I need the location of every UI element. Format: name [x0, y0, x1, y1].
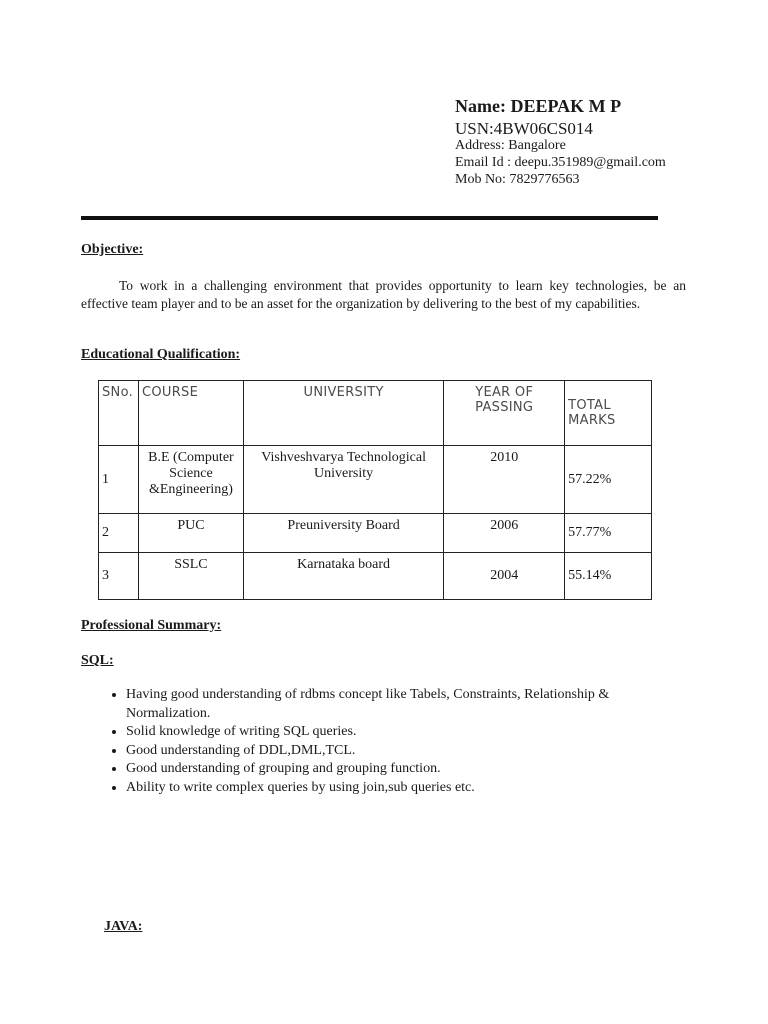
list-item: • Ability to write complex queries by using join,sub queries etc. [126, 779, 686, 798]
java-heading: JAVA: [104, 919, 143, 934]
usn-number: USN:4BW06CS014 [455, 119, 593, 138]
table-row [99, 446, 652, 514]
cell-university: Karnataka board [243, 553, 443, 600]
professional-summary-heading: Professional Summary: [81, 618, 222, 633]
cell-marks: 57.22% [565, 446, 652, 514]
column-header-course: COURSE [138, 381, 243, 446]
list-item: • Good understanding of DDL,DML,TCL. [126, 742, 686, 761]
table-header-row [99, 381, 652, 446]
list-item: • Having good understanding of rdbms concept like Tabels, Constraints, Relationship & Normalization. [126, 686, 686, 723]
column-header-year: YEAR OF PASSING [444, 381, 565, 446]
cell-course: SSLC [138, 553, 243, 600]
cell-year: 2010 [444, 446, 565, 514]
address-line: Address: Bangalore [455, 138, 566, 153]
education-heading: Educational Qualification: [81, 347, 241, 362]
cell-course: B.E (Computer Science &Engineering) [138, 446, 243, 514]
table-row [99, 514, 652, 553]
column-header-university: UNIVERSITY [243, 381, 443, 446]
sql-skill-list [108, 686, 686, 797]
objective-text: To work in a challenging environment that provides opportunity to learn key technologies, be an effective team player and to be an asset for the organization by delivering to the best of my capabilities. [81, 278, 686, 311]
objective-heading: Objective: [81, 242, 144, 257]
candidate-name: Name: DEEPAK M P [455, 96, 622, 116]
education-table [98, 380, 652, 600]
cell-year: 2004 [444, 553, 565, 600]
cell-marks: 57.77% [565, 514, 652, 553]
cell-year: 2006 [444, 514, 565, 553]
cell-marks: 55.14% [565, 553, 652, 600]
mobile-line: Mob No: 7829776563 [455, 172, 580, 187]
list-item: • Solid knowledge of writing SQL queries. [126, 723, 686, 742]
header-divider [81, 216, 658, 220]
column-header-marks: TOTAL MARKS [565, 381, 652, 446]
cell-course: PUC [138, 514, 243, 553]
cell-university: Preuniversity Board [243, 514, 443, 553]
email-line: Email Id : deepu.351989@gmail.com [455, 155, 666, 170]
cell-sno: 2 [99, 514, 139, 553]
table-row [99, 553, 652, 600]
cell-university: Vishveshvarya Technological University [243, 446, 443, 514]
sql-heading: SQL: [81, 653, 114, 668]
cell-sno: 1 [99, 446, 139, 514]
list-item: • Good understanding of grouping and grouping function. [126, 760, 686, 779]
column-header-sno: SNo. [99, 381, 139, 446]
cell-sno: 3 [99, 553, 139, 600]
